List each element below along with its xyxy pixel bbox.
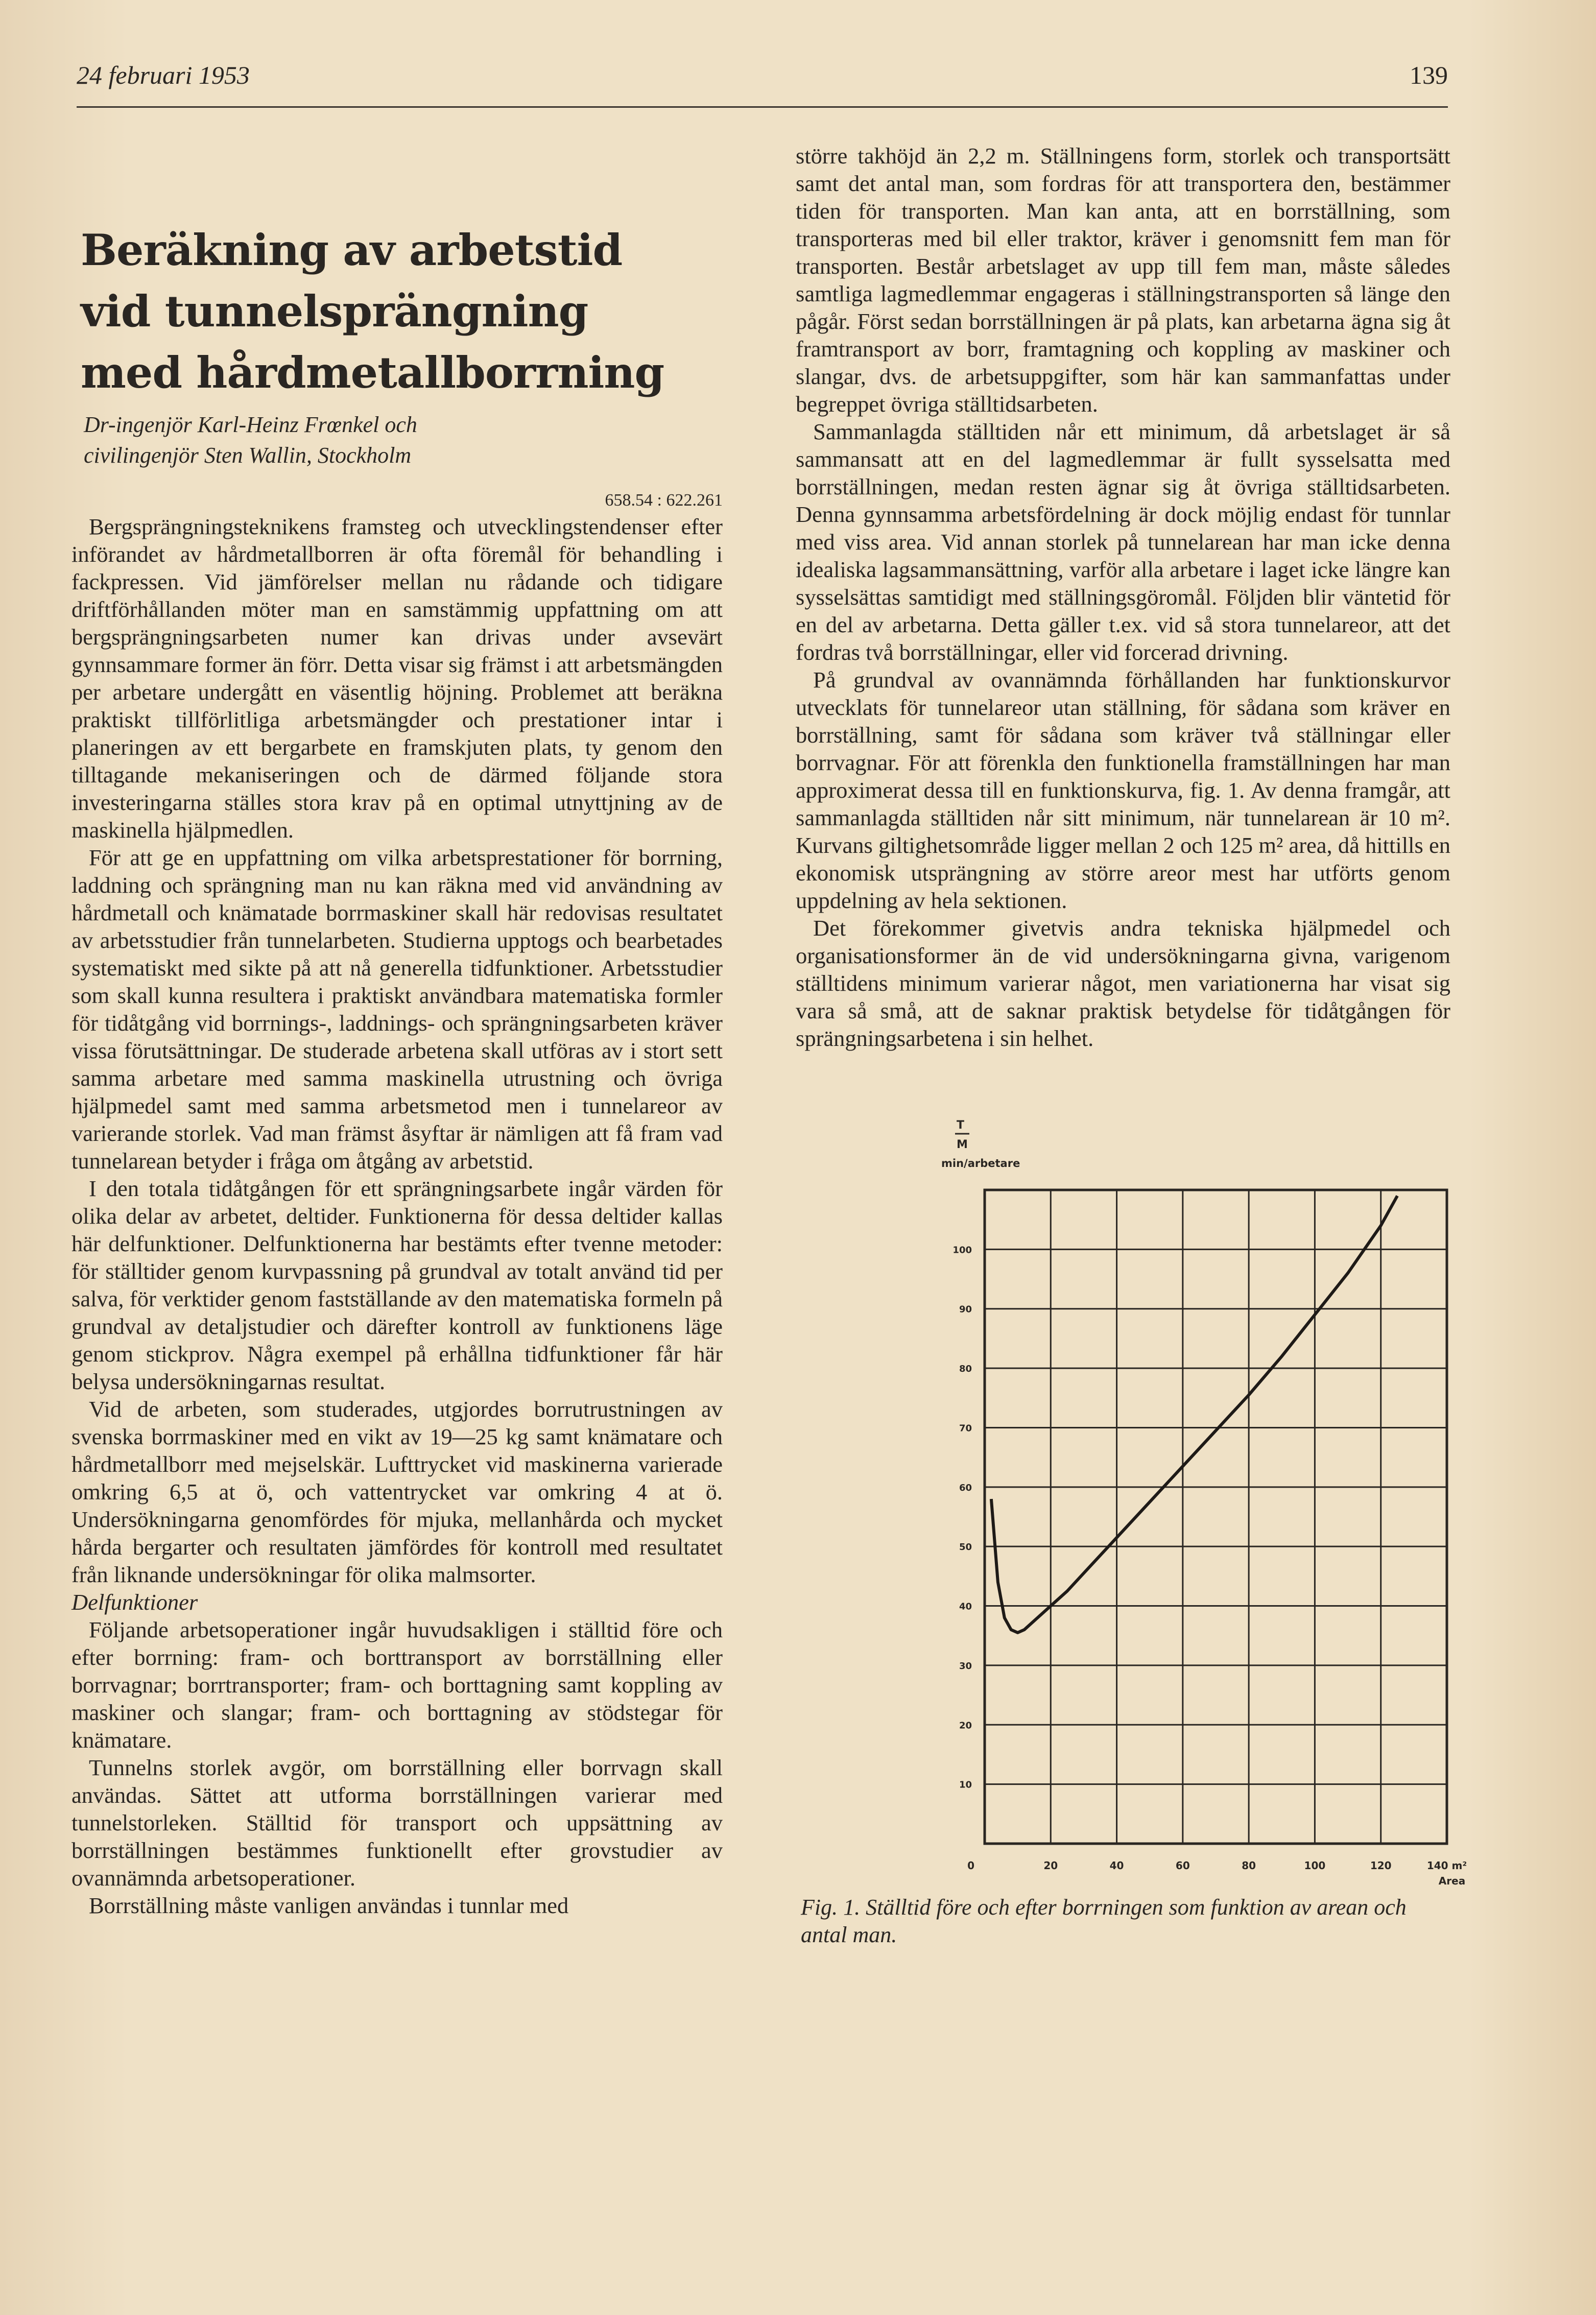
x-tick-label: 40: [1109, 1859, 1124, 1872]
title-line: Beräkning av arbetstid: [81, 225, 623, 275]
left-column: [72, 133, 723, 1919]
y-tick-label: 60: [959, 1482, 972, 1493]
udc-classification: 658.54 : 622.261: [605, 491, 723, 510]
y-tick-label: 100: [952, 1245, 972, 1256]
title-line: med hårdmetallborrning: [81, 347, 664, 398]
article-title: [81, 220, 723, 403]
body-paragraph: Det förekommer givetvis andra tekniska hjälpmedel och organisationsformer än de vid undersökningarna givna, varigenom ställtidens minimum varierar något, men variationerna har visat sig vara så små, att de saknar praktisk betydelse för tidåtgången för sprängningsarbetena i sin helhet.: [796, 915, 1450, 1051]
figure-1: [796, 1078, 1467, 1947]
body-paragraph: Vid de arbeten, som studerades, utgjordes borrutrustningen av svenska borrmaskiner med en vikt av 19—25 kg samt knämatare och hårdmetallborr med mejselskär. Lufttrycket vid maskinerna varierade omkring 6,5 at ö, och vattentrycket var omkring 4 at ö. Undersökningarna genomfördes för mjuka, mellanhårda och mycket hårda bergarter och resultaten jämfördes för kontroll med resultatet från liknande undersökningar för olika malmsorter.: [72, 1396, 723, 1587]
x-tick-label: 140 m²: [1426, 1859, 1467, 1872]
title-line: vid tunnelsprängning: [81, 286, 588, 337]
y-tick-label: 50: [959, 1542, 972, 1553]
y-tick-label: 70: [959, 1423, 972, 1434]
article-authors: [84, 410, 723, 471]
author-line: civilingenjör Sten Wallin, Stockholm: [84, 443, 412, 468]
y-tick-label: 30: [959, 1660, 972, 1672]
x-tick-label: 80: [1242, 1859, 1256, 1872]
body-paragraph: större takhöjd än 2,2 m. Ställningens form, storlek och transportsätt samt det antal man, som fordras för att transportera den, bestämmer tiden för transporten. Man kan anta, att en borrställning, som transporteras med bil eller traktor, kräver i genomsnitt fem man för transporten. Består arbetslaget av upp till fem man, måste således samtliga lagmedlemmar engageras i ställningstransporten så länge den pågår. Först sedan borrställningen är på plats, kan arbetarna ägna sig åt framtransport av borr, framtagning och koppling av maskiner och slangar, dvs. de arbetsuppgifter, som här kan sammanfattas under begreppet övriga ställtidsarbeten.: [796, 143, 1450, 417]
body-paragraph: I den totala tidåtgången för ett sprängningsarbete ingår värden för olika delar av arbetet, deltider. Funktionerna för dessa deltider kallas här delfunktioner. Delfunktionerna har bestämts efter tvenne metoder: för ställtider genom kurvpassning på grundval av totalt använd tid per salva, för verktider genom fastställande av den matematiska formeln på grundval av detaljstudier och därefter kontroll av funktionens läge genom stickprov. Några exempel på erhållna tidfunktioner får här belysa undersökningarnas resultat.: [72, 1176, 723, 1394]
body-paragraph: Tunnelns storlek avgör, om borrställning eller borrvagn skall användas. Sättet att utforma borrställningen varierar med tunnelstorleken. Ställtid för transport och uppsättning av borrställningen bestämmes funktionellt efter grovstudier av ovannämnda arbetsoperationer.: [72, 1755, 723, 1891]
y-tick-label: 40: [959, 1601, 972, 1612]
x-tick-label: 0: [967, 1859, 974, 1872]
series-line: [991, 1196, 1397, 1633]
body-paragraph: Sammanlagda ställtiden når ett minimum, då arbetslaget är så sammansatt att en del lagmedlemmar är fullt sysselsatta med borrställningen, medan resten ägnar sig åt övriga ställtidsarbeten. Denna gynnsamma arbetsfördelning är dock möjlig endast för tunnlar med viss area. Vid annan storlek på tunnelarean har man icke denna idealiska lagsammansättning, varför alla arbetare i laget icke längre kan sysselsättas samtidigt med ställningsgöromål. Följden blir väntetid för en del av arbetarna. Detta gäller t.ex. vid så stora tunnelareor, att det fordras två borrställningar, eller vid forcerad drivning.: [796, 419, 1450, 665]
x-tick-label: 60: [1175, 1859, 1190, 1872]
issue-date: 24 februari 1953: [77, 61, 250, 89]
x-tick-label: 100: [1304, 1859, 1326, 1872]
y-axis-label: T: [957, 1119, 965, 1132]
y-tick-label: 90: [959, 1304, 972, 1315]
y-axis-label: min/arbetare: [941, 1157, 1020, 1170]
x-tick-label: 120: [1370, 1859, 1392, 1872]
y-axis-label: M: [957, 1138, 968, 1151]
page-number: 139: [1410, 61, 1448, 89]
y-tick-label: 20: [959, 1720, 972, 1731]
section-heading: Delfunktioner: [72, 1589, 198, 1615]
body-paragraph: För att ge en uppfattning om vilka arbetsprestationer för borrning, laddning och sprängning man nu kan räkna med vid användning av hårdmetall och knämatade borrmaskiner skall här redovisas resultatet av arbetsstudier från tunnelarbeten. Studierna upptogs och bearbetades systematiskt med sikte på att nå generella tidfunktioner. Arbetsstudier som skall kunna resultera i praktiskt användbara matematiska formler för tidåtgång vid borrnings-, laddnings- och sprängningsarbeten kräver vissa förutsättningar. De studerade arbetena skall utföras av i stort sett samma arbetare med samma maskinella utrustning och övriga hjälpmedel samt med samma arbetsmetod men i tunnelareor av varierande storlek. Vad man främst åsyftar är nämligen att få fram vad tunnelarean betyder i fråga om åtgång av arbetstid.: [72, 845, 723, 1174]
right-column: [796, 142, 1467, 1947]
x-axis-label: Area: [1438, 1875, 1466, 1887]
body-paragraph: Följande arbetsoperationer ingår huvudsakligen i ställtid före och efter borrning: fram- och borttransport av borrställning eller borrvagnar; borrtransporter; fram- och borttagning samt koppling av maskiner och slangar; fram- och borttagning av stödstegar för knämatare.: [72, 1617, 723, 1753]
page-header: [77, 60, 1448, 108]
plot-frame: [985, 1190, 1447, 1844]
author-line: Dr-ingenjör Karl-Heinz Frœnkel och: [84, 412, 417, 437]
setup-time-chart: [796, 1078, 1467, 1895]
body-paragraph: Bergsprängningsteknikens framsteg och utvecklingstendenser efter införandet av hårdmetallborren är ofta föremål för behandling i fackpressen. Vid jämförelser mellan nu rådande och tidigare driftförhållanden möter man en samstämmig uppfattning om att bergsprängningsarbeten numer kan drivas under avsevärt gynnsammare former än förr. Detta visar sig främst i att arbetsmängden per arbetare undergått en väsentlig höjning. Problemet att beräkna praktiskt tillförlitliga arbetsmängder och prestationer intar i planeringen av ett bergarbete en framskjuten plats, ty genom den tilltagande mekaniseringen och de därmed följande stora investeringarna ställes stora krav på en optimal utnyttjning av de maskinella hjälpmedlen.: [72, 514, 723, 843]
figure-caption: Fig. 1. Ställtid före och efter borrningen som funktion av arean och antal man.: [801, 1895, 1407, 1947]
y-tick-label: 10: [959, 1779, 972, 1791]
body-paragraph: Borrställning måste vanligen användas i tunnlar med: [89, 1893, 569, 1918]
x-tick-label: 20: [1043, 1859, 1058, 1872]
y-tick-label: 80: [959, 1364, 972, 1375]
body-paragraph: På grundval av ovannämnda förhållanden har funktionskurvor utvecklats för tunnelareor utan ställning, för sådana som kräver en borrställning, samt för sådana som kräver två ställningar eller borrvagnar. För att förenkla den funktionella framställningen har man approximerat dessa till en funktionskurva, fig. 1. Av denna framgår, att sammanlagda ställtiden når sitt minimum, när tunnelarean är 10 m². Kurvans giltighetsområde ligger mellan 2 och 125 m² area, då hittills en ekonomisk utsprängning av större areor mest har utförts genom uppdelning av hela sektionen.: [796, 667, 1450, 913]
